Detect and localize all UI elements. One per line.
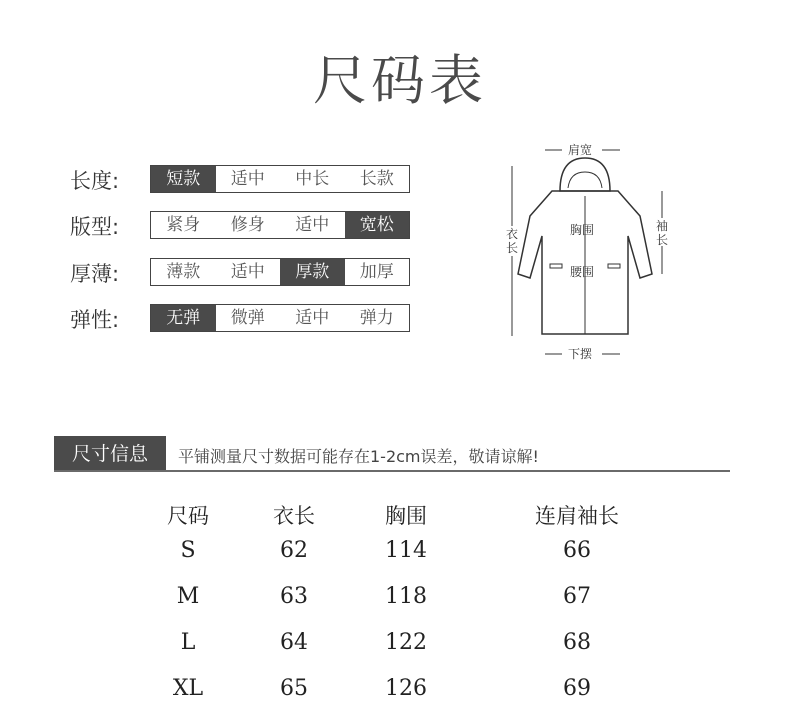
cell-sleeve: 66 — [563, 538, 591, 563]
option-item: 适中 — [295, 215, 330, 235]
option-item: 紧身 — [166, 215, 201, 235]
header-size: 尺码 — [167, 504, 209, 528]
cell-length: 62 — [280, 538, 308, 563]
coat-outline-icon — [490, 136, 690, 366]
attr-label: 弹性: — [70, 308, 120, 332]
attr-label: 版型: — [70, 215, 120, 239]
page-title: 尺码表 — [313, 49, 487, 112]
option-item: 薄款 — [166, 262, 201, 282]
diagram-label-sleeve-1: 袖 — [656, 219, 669, 233]
header-length: 衣长 — [273, 504, 315, 528]
cell-chest: 126 — [385, 676, 427, 701]
option-item: 短款 — [151, 166, 216, 192]
option-item: 无弹 — [151, 305, 216, 331]
cell-size: S — [180, 538, 196, 563]
option-item: 长款 — [359, 169, 394, 189]
option-group — [150, 165, 410, 193]
option-group — [150, 304, 410, 332]
cell-chest: 118 — [385, 584, 427, 609]
size-info-note: 平铺测量尺寸数据可能存在1-2cm误差，敬请谅解! — [178, 447, 539, 466]
option-item: 厚款 — [280, 259, 345, 285]
diagram-label-shoulder: 肩宽 — [568, 143, 593, 157]
header-chest: 胸围 — [385, 504, 427, 528]
cell-sleeve: 67 — [563, 584, 591, 609]
header-sleeve: 连肩袖长 — [535, 504, 619, 528]
cell-size: M — [176, 584, 200, 609]
option-item: 中长 — [295, 169, 330, 189]
option-item: 宽松 — [345, 212, 410, 238]
cell-length: 63 — [280, 584, 308, 609]
attr-label: 厚薄: — [70, 262, 120, 286]
cell-sleeve: 69 — [563, 676, 591, 701]
option-item: 微弹 — [230, 308, 265, 328]
attr-row-length — [70, 165, 394, 195]
option-group — [150, 258, 410, 286]
attr-row-elasticity — [70, 304, 394, 334]
diagram-label-length-1: 衣 — [506, 227, 519, 241]
divider — [54, 470, 730, 472]
option-item: 适中 — [230, 169, 265, 189]
diagram-label-waist: 腰围 — [570, 265, 595, 279]
cell-length: 64 — [280, 630, 308, 655]
option-group — [150, 211, 410, 239]
option-item: 修身 — [230, 215, 265, 235]
diagram-label-chest: 胸围 — [570, 223, 595, 237]
diagram-label-sleeve-2: 长 — [656, 233, 669, 247]
cell-sleeve: 68 — [563, 630, 591, 655]
option-item: 适中 — [295, 308, 330, 328]
diagram-label-length-2: 长 — [506, 241, 519, 255]
option-item: 加厚 — [359, 262, 394, 282]
cell-size: XL — [172, 676, 204, 701]
cell-length: 65 — [280, 676, 308, 701]
garment-diagram — [490, 136, 690, 366]
option-item: 适中 — [230, 262, 265, 282]
option-item: 弹力 — [359, 308, 394, 328]
attr-label: 长度: — [70, 169, 120, 193]
cell-chest: 122 — [385, 630, 427, 655]
attr-row-fit — [70, 211, 394, 241]
size-info-tag: 尺寸信息 — [54, 436, 166, 472]
cell-size: L — [180, 630, 196, 655]
cell-chest: 114 — [385, 538, 427, 563]
attr-row-thickness — [70, 258, 394, 288]
diagram-label-hem: 下摆 — [568, 347, 593, 361]
